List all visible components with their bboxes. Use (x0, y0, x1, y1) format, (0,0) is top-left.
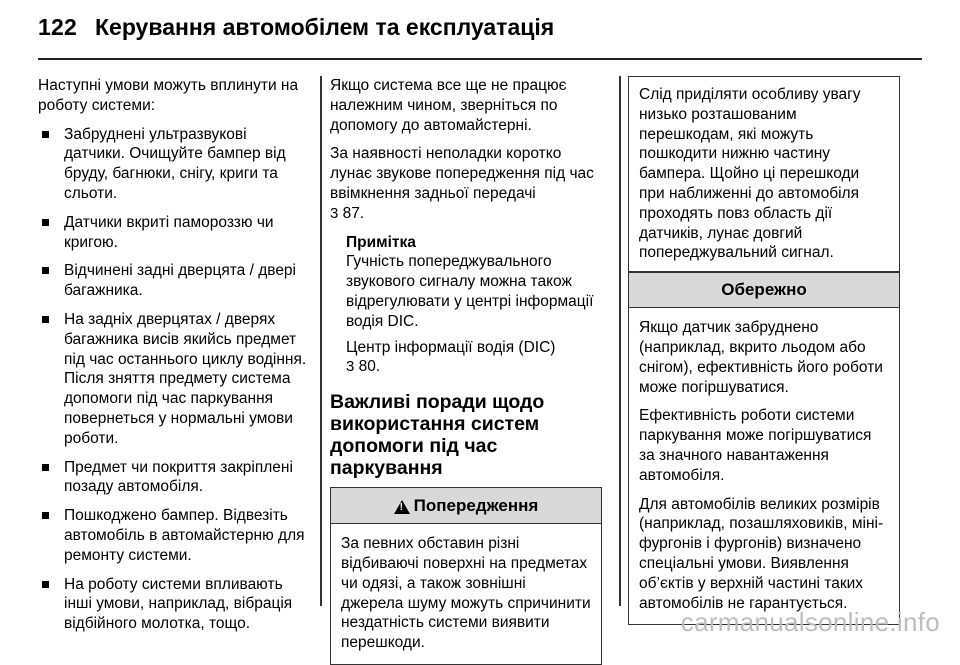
caution-paragraph: Якщо датчик забруднено (наприклад, вкрито льодом або снігом), ефективність його роботи може погіршуватися. (639, 319, 883, 396)
list-item: Забруднені ультразвукові датчики. Очищуйте бампер від бруду, багнюки, снігу, криги та сльоти. (38, 125, 310, 204)
bullet-square-icon (42, 316, 49, 323)
page-header (38, 14, 554, 54)
fault-paragraph: За наявності неполадки коротко лунає звукове попередження під час ввімкнення задньої передачі 3 87. (330, 145, 594, 222)
bullet-square-icon (42, 464, 49, 471)
caution-box (628, 271, 900, 625)
page-ref-link[interactable]: 87. (342, 204, 365, 222)
list-item: Предмет чи покриття закріплені позаду автомобіля. (38, 458, 310, 498)
continuation-text: Слід приділяти особливу увагу низько розташованим перешкодам, які можуть пошкодити нижню частину бампера. Щойно ці перешкоди при наближенні до автомобіля проходять повз область дії датчиків, лунає довгий попереджувальний сигнал. (639, 86, 861, 262)
note-ref: Центр інформації водія (DIC) 3 80. (346, 338, 556, 376)
bullet-square-icon (42, 512, 49, 519)
column-divider-1 (320, 76, 322, 606)
warning-body (331, 524, 601, 664)
service-paragraph: Якщо система все ще не працює належним чином, зверніться по допомогу до автомайстерні. (330, 77, 567, 134)
note-block (330, 233, 606, 378)
bullet-square-icon (42, 219, 49, 226)
page-ref-arrow-icon: 3 (346, 358, 355, 376)
bullet-square-icon (42, 267, 49, 274)
warning-box (330, 487, 602, 665)
caution-body (629, 308, 899, 624)
list-item: Відчинені задні дверцята / двері багажника. (38, 261, 310, 301)
list-item: На роботу системи впливають інші умови, наприклад, вібрація відбійного молотка, тощо. (38, 575, 310, 634)
column-2 (330, 76, 606, 665)
page-number: 122 (38, 14, 77, 40)
warning-text: За певних обставин різні відбиваючі поверхні на предметах чи одязі, а також зовнішні джерела шуму можуть спричинити нездатність системи виявити перешкоди. (341, 535, 591, 652)
page-ref-link[interactable]: 80. (358, 358, 381, 376)
section-heading: Важливі поради щодо використання систем допомоги під час паркування (330, 391, 545, 480)
chapter-title: Керування автомобілем та експлуатація (94, 14, 555, 40)
bullet-square-icon (42, 581, 49, 588)
caution-title: Обережно (629, 272, 899, 308)
warning-continuation (628, 76, 900, 271)
column-divider-2 (619, 76, 621, 606)
watermark: carmanualsonline.info (680, 607, 940, 637)
header-rule (38, 58, 922, 60)
list-item: Пошкоджено бампер. Відвезіть автомобіль в автомайстерню для ремонту системи. (38, 506, 310, 565)
intro-paragraph: Наступні умови можуть вплинути на роботу системи: (38, 77, 299, 114)
warning-header (331, 488, 601, 524)
column-3 (628, 76, 900, 625)
conditions-list (38, 125, 310, 634)
note-title: Примітка (346, 233, 416, 251)
page-ref-arrow-icon: 3 (330, 204, 339, 222)
caution-paragraph: Ефективність роботи системи паркування може погіршуватися за значного навантаження автомобіля. (639, 407, 872, 484)
column-1 (38, 76, 310, 643)
warning-triangle-icon: ! (394, 500, 410, 514)
bullet-square-icon (42, 131, 49, 138)
list-item: На задніх дверцятах / дверях багажника висів якийсь предмет під час останнього циклу водіння. Після зняття предмету система допомоги під час паркування повернеться у нормальні умови роботи. (38, 310, 310, 449)
warning-title: Попередження (413, 495, 539, 515)
list-item: Датчики вкриті памороззю чи кригою. (38, 213, 310, 253)
caution-paragraph: Для автомобілів великих розмірів (наприклад, позашляховиків, міні-фургонів і фургонів) визначено спеціальні умови. Виявлення об’єктів у верхній частині таких автомобілів не гарантується. (639, 495, 884, 612)
note-text: Гучність попереджувального звукового сигналу можна також відрегулювати у центрі інформації водія DIC. (346, 253, 594, 330)
